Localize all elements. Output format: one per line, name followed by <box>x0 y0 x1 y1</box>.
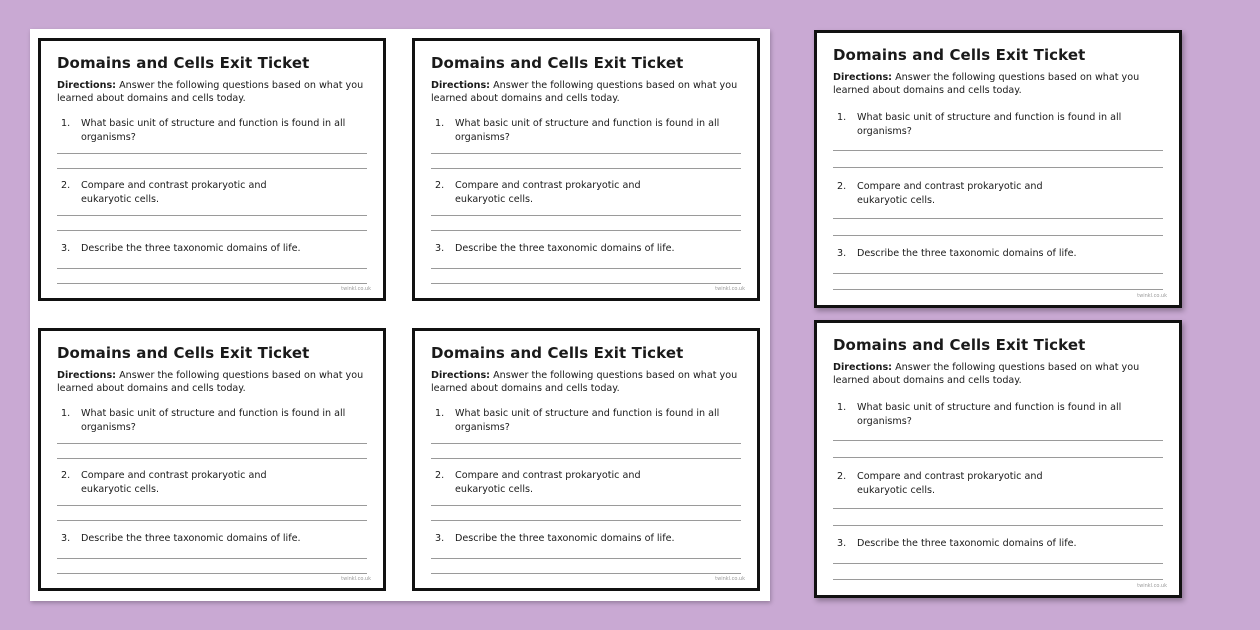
directions-label: Directions: <box>57 370 117 381</box>
question-text: What basic unit of structure and function is found in all organisms? <box>455 118 720 143</box>
ticket-footer: twinkl.co.uk <box>1137 583 1167 589</box>
answer-line <box>57 520 367 521</box>
answer-line <box>431 283 741 284</box>
answer-line <box>833 579 1163 580</box>
directions-label: Directions: <box>57 80 117 91</box>
question-number: 1. <box>837 112 847 123</box>
ticket-title: Domains and Cells Exit Ticket <box>833 336 1086 354</box>
question-text: Compare and contrast prokaryotic and eukaryotic cells. <box>81 470 267 495</box>
question-text: Describe the three taxonomic domains of life. <box>455 243 675 254</box>
answer-line <box>57 283 367 284</box>
ticket-title: Domains and Cells Exit Ticket <box>57 344 310 362</box>
exit-ticket-card <box>814 320 1182 598</box>
directions-label: Directions: <box>833 362 893 373</box>
question-number: 3. <box>435 243 445 254</box>
answer-line <box>431 168 741 169</box>
question-number: 3. <box>837 538 847 549</box>
ticket-title: Domains and Cells Exit Ticket <box>431 54 684 72</box>
question-number: 2. <box>837 471 847 482</box>
ticket-directions <box>57 79 372 105</box>
ticket-footer: twinkl.co.uk <box>341 286 371 292</box>
directions-label: Directions: <box>833 72 893 83</box>
question-text: Describe the three taxonomic domains of life. <box>857 538 1077 549</box>
question-text: Describe the three taxonomic domains of life. <box>81 533 301 544</box>
answer-line <box>57 268 367 269</box>
answer-line <box>431 268 741 269</box>
answer-line <box>833 440 1163 441</box>
question-number: 3. <box>61 243 71 254</box>
answer-line <box>833 218 1163 219</box>
answer-line <box>57 153 367 154</box>
directions-text: Answer the following questions based on what you learned about domains and cells today. <box>57 80 364 104</box>
question-number: 2. <box>435 180 445 191</box>
question-number: 1. <box>435 408 445 419</box>
answer-line <box>431 443 741 444</box>
question-number: 3. <box>61 533 71 544</box>
ticket-directions <box>833 361 1148 387</box>
ticket-footer: twinkl.co.uk <box>341 576 371 582</box>
question-text: Compare and contrast prokaryotic and eukaryotic cells. <box>455 470 641 495</box>
question-text: Describe the three taxonomic domains of life. <box>81 243 301 254</box>
answer-line <box>431 230 741 231</box>
answer-line <box>431 153 741 154</box>
question-text: What basic unit of structure and function is found in all organisms? <box>81 408 346 433</box>
answer-line <box>57 573 367 574</box>
ticket-title: Domains and Cells Exit Ticket <box>833 46 1086 64</box>
question-text: What basic unit of structure and function is found in all organisms? <box>857 112 1122 137</box>
answer-line <box>57 505 367 506</box>
ticket-footer: twinkl.co.uk <box>715 576 745 582</box>
answer-line <box>57 458 367 459</box>
answer-line <box>833 289 1163 290</box>
question-text: Compare and contrast prokaryotic and eukaryotic cells. <box>455 180 641 205</box>
answer-line <box>431 558 741 559</box>
exit-ticket-card <box>412 328 760 591</box>
ticket-footer: twinkl.co.uk <box>1137 293 1167 299</box>
question-text: Describe the three taxonomic domains of life. <box>455 533 675 544</box>
answer-line <box>57 443 367 444</box>
answer-line <box>57 558 367 559</box>
answer-line <box>431 458 741 459</box>
answer-line <box>833 167 1163 168</box>
question-text: Describe the three taxonomic domains of life. <box>857 248 1077 259</box>
question-text: Compare and contrast prokaryotic and eukaryotic cells. <box>81 180 267 205</box>
question-number: 2. <box>61 180 71 191</box>
exit-ticket-card <box>38 38 386 301</box>
answer-line <box>833 150 1163 151</box>
answer-line <box>431 215 741 216</box>
question-number: 2. <box>61 470 71 481</box>
exit-ticket-card <box>38 328 386 591</box>
directions-text: Answer the following questions based on what you learned about domains and cells today. <box>833 72 1140 96</box>
question-number: 1. <box>61 118 71 129</box>
answer-line <box>833 457 1163 458</box>
answer-line <box>57 168 367 169</box>
directions-label: Directions: <box>431 370 491 381</box>
answer-line <box>833 508 1163 509</box>
answer-line <box>57 230 367 231</box>
exit-ticket-card <box>412 38 760 301</box>
answer-line <box>57 215 367 216</box>
answer-line <box>833 525 1163 526</box>
question-number: 2. <box>837 181 847 192</box>
question-number: 3. <box>435 533 445 544</box>
question-number: 3. <box>837 248 847 259</box>
ticket-title: Domains and Cells Exit Ticket <box>431 344 684 362</box>
answer-line <box>833 563 1163 564</box>
question-text: What basic unit of structure and function is found in all organisms? <box>857 402 1122 427</box>
directions-text: Answer the following questions based on what you learned about domains and cells today. <box>833 362 1140 386</box>
directions-label: Directions: <box>431 80 491 91</box>
question-text: What basic unit of structure and function is found in all organisms? <box>81 118 346 143</box>
directions-text: Answer the following questions based on what you learned about domains and cells today. <box>431 370 738 394</box>
ticket-footer: twinkl.co.uk <box>715 286 745 292</box>
question-number: 1. <box>435 118 445 129</box>
ticket-directions <box>57 369 372 395</box>
ticket-directions <box>431 79 746 105</box>
directions-text: Answer the following questions based on what you learned about domains and cells today. <box>431 80 738 104</box>
exit-ticket-card <box>814 30 1182 308</box>
answer-line <box>431 520 741 521</box>
question-number: 2. <box>435 470 445 481</box>
answer-line <box>431 573 741 574</box>
answer-line <box>833 273 1163 274</box>
ticket-directions <box>833 71 1148 97</box>
ticket-directions <box>431 369 746 395</box>
question-number: 1. <box>61 408 71 419</box>
question-text: Compare and contrast prokaryotic and eukaryotic cells. <box>857 181 1043 206</box>
directions-text: Answer the following questions based on what you learned about domains and cells today. <box>57 370 364 394</box>
answer-line <box>833 235 1163 236</box>
question-text: What basic unit of structure and function is found in all organisms? <box>455 408 720 433</box>
question-text: Compare and contrast prokaryotic and eukaryotic cells. <box>857 471 1043 496</box>
ticket-title: Domains and Cells Exit Ticket <box>57 54 310 72</box>
answer-line <box>431 505 741 506</box>
question-number: 1. <box>837 402 847 413</box>
